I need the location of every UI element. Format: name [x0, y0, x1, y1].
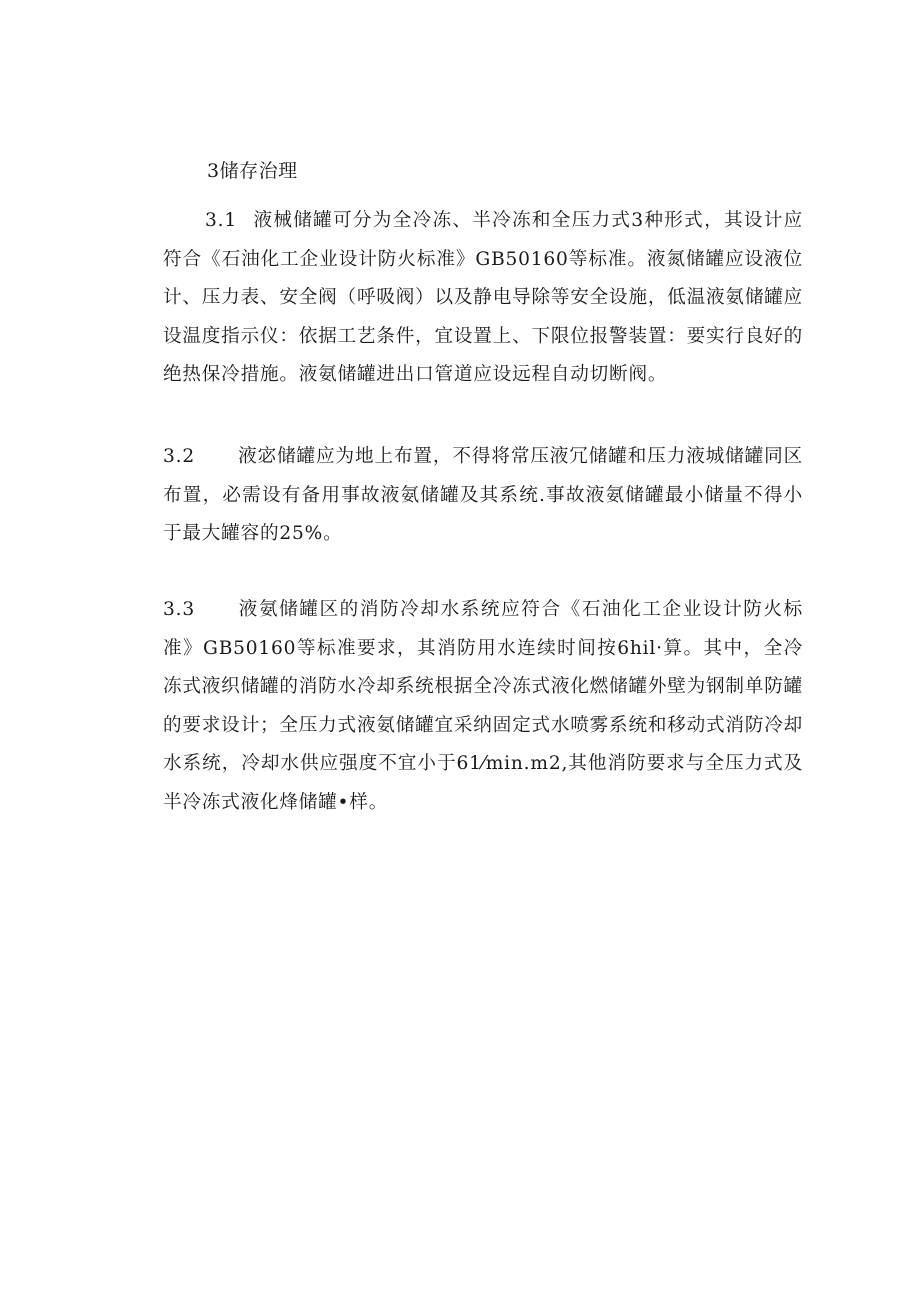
paragraph-3-1: [163, 202, 803, 395]
clause-text: 液氨储罐区的消防冷却水系统应符合《石油化工企业设计防火标准》GB50160等标准要求，其消防用水连续时间按6hil·算。其中，全冷冻式液织储罐的消防水冷却系统根据全冷冻式液化燃储罐外壁为钢制单防罐的要求设计；全压力式液氨储罐宜采纳固定式水喷雾系统和移动式消防冷却水系统，冷却水供应强度不宜小于61⁄min.m2,其他消防要求与全压力式及半冷冻式液化烽储罐•样。: [163, 599, 803, 813]
clause-number: 3.2: [163, 446, 195, 467]
clause-number: 3.1: [205, 210, 237, 231]
paragraph-3-2: [163, 438, 803, 554]
clause-text: 液宓储罐应为地上布置，不得将常压液冗储罐和压力液城储罐同区布置，必需设有备用事故液氨储罐及其系统.事故液氨储罐最小储量不得小于最大罐容的25%。: [163, 446, 803, 544]
paragraph-3-3: [163, 591, 803, 822]
clause-text: 液械储罐可分为全冷冻、半冷冻和全压力式3种形式，其设计应符合《石油化工企业设计防火标准》GB50160等标准。液氮储罐应设液位计、压力表、安全阀（呼吸阀）以及静电导除等安全设施，低温液氨储罐应设温度指示仪：依据工艺条件，宜设置上、下限位报警装置：要实行良好的绝热保冷措施。液氨储罐进出口管道应设远程自动切断阀。: [163, 210, 803, 385]
clause-number: 3.3: [163, 599, 195, 620]
section-heading: 3储存治理: [207, 160, 298, 182]
